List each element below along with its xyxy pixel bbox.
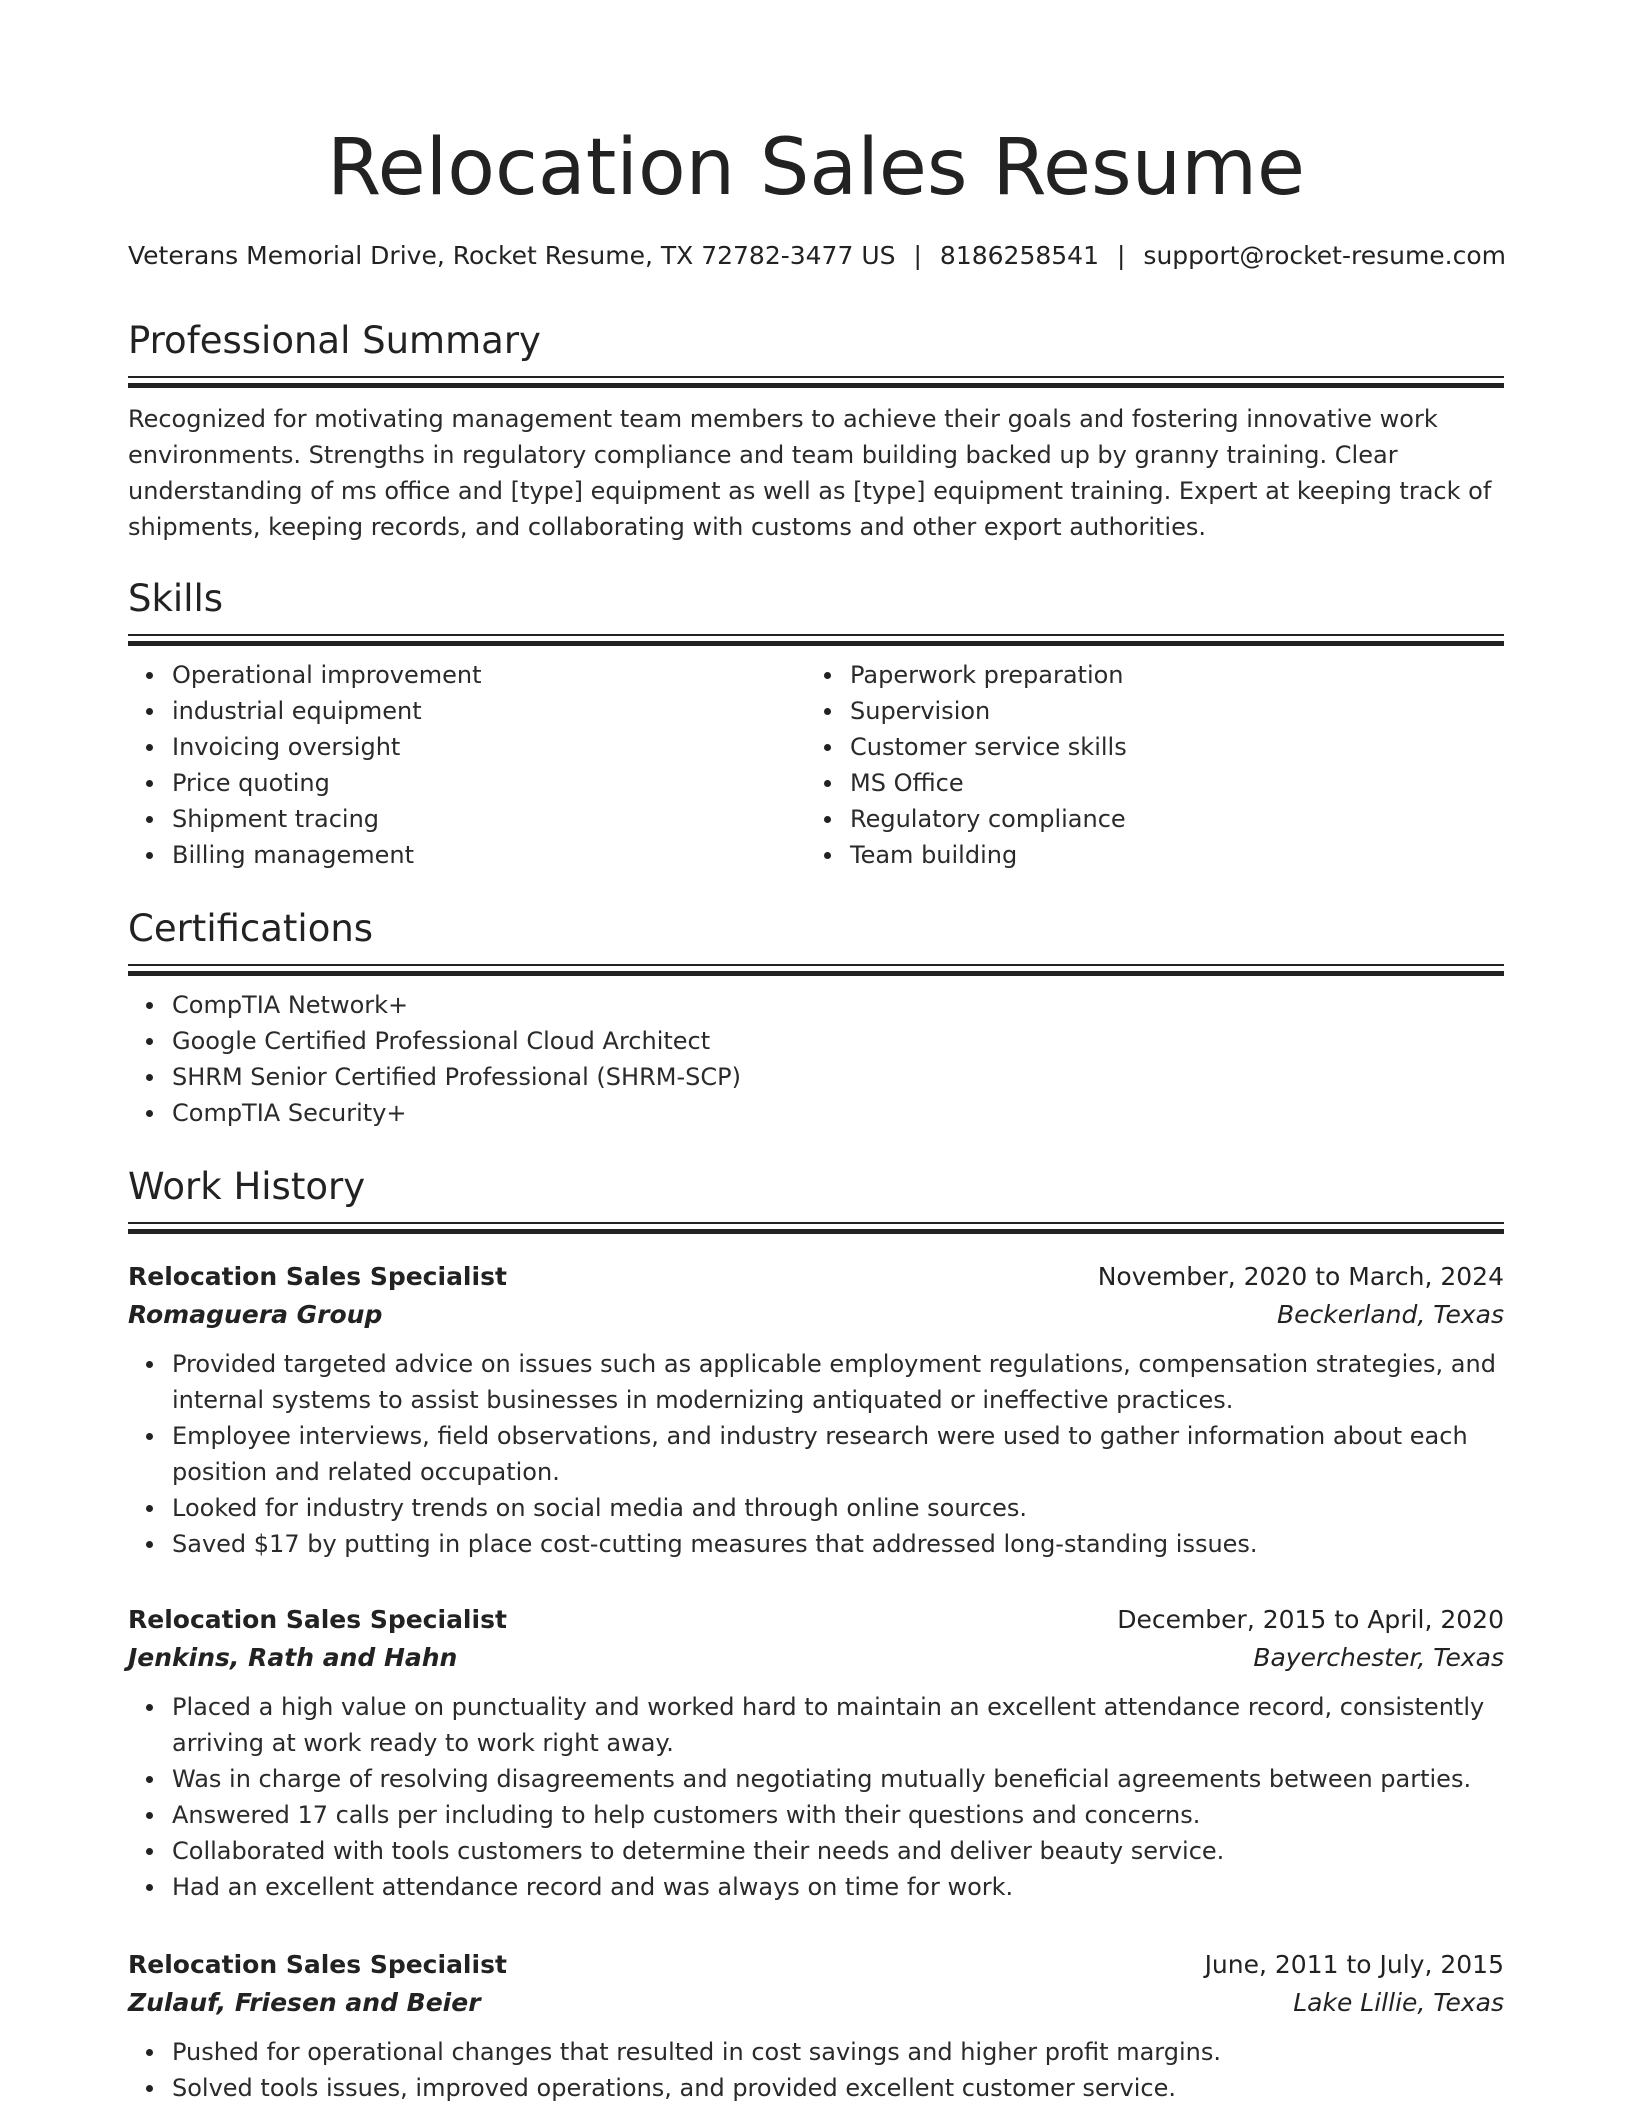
job-company: Zulauf, Friesen and Beier xyxy=(128,1988,481,2017)
certification-item: SHRM Senior Certified Professional (SHRM-SCP) xyxy=(172,1059,1504,1095)
skill-item: Supervision xyxy=(850,693,1484,729)
job-bullet: Collaborated with tools customers to determine their needs and deliver beauty service. xyxy=(172,1833,1504,1869)
skill-item: Price quoting xyxy=(172,765,806,801)
job-bullet: Placed a high value on punctuality and worked hard to maintain an excellent attendance record, consistently arriving at work ready to work right away. xyxy=(172,1689,1504,1761)
job-location: Bayerchester, Texas xyxy=(1253,1643,1504,1672)
job-title: Relocation Sales Specialist xyxy=(128,1950,507,1979)
skill-item: Paperwork preparation xyxy=(850,657,1484,693)
section-skills xyxy=(128,574,1504,873)
job-company: Jenkins, Rath and Hahn xyxy=(128,1643,458,1672)
job-entry xyxy=(128,1601,1504,1905)
contact-line xyxy=(128,238,1507,274)
section-title-work: Work History xyxy=(128,1165,366,1208)
job-bullet: Answered 17 calls per including to help customers with their questions and concerns. xyxy=(172,1797,1504,1833)
skill-item: Operational improvement xyxy=(172,657,806,693)
section-title-certifications: Certifications xyxy=(128,907,374,950)
section-divider xyxy=(128,964,1504,975)
job-bullet: Saved $17 by putting in place cost-cutting measures that addressed long-standing issues. xyxy=(172,1526,1504,1562)
job-dates: June, 2011 to July, 2015 xyxy=(1204,1950,1504,1979)
job-entry xyxy=(128,1946,1504,2106)
resume-title: Relocation Sales Resume xyxy=(326,123,1306,213)
job-bullet: Provided targeted advice on issues such as applicable employment regulations, compensation strategies, and internal systems to assist businesses in modernizing antiquated or ineffective practices. xyxy=(172,1346,1504,1418)
job-location: Lake Lillie, Texas xyxy=(1293,1988,1504,2017)
job-title: Relocation Sales Specialist xyxy=(128,1605,507,1634)
section-work-history xyxy=(128,1162,1504,1233)
contact-separator: | xyxy=(1116,241,1126,270)
job-title: Relocation Sales Specialist xyxy=(128,1262,507,1291)
job-bullet: Employee interviews, field observations, and industry research were used to gather information about each position and related occupation. xyxy=(172,1418,1504,1490)
certification-item: CompTIA Security+ xyxy=(172,1095,1504,1131)
job-location: Beckerland, Texas xyxy=(1277,1300,1504,1329)
job-entry xyxy=(128,1258,1504,1562)
skill-item: MS Office xyxy=(850,765,1484,801)
contact-email: support@rocket-resume.com xyxy=(1143,241,1507,270)
job-dates: November, 2020 to March, 2024 xyxy=(1097,1262,1504,1291)
skill-item: Regulatory compliance xyxy=(850,801,1484,837)
section-certifications xyxy=(128,904,1504,1131)
contact-address: Veterans Memorial Drive, Rocket Resume, TX 72782-3477 US xyxy=(128,241,896,270)
section-title-summary: Professional Summary xyxy=(128,319,541,362)
skill-item: Invoicing oversight xyxy=(172,729,806,765)
skill-item: Team building xyxy=(850,837,1484,873)
section-divider xyxy=(128,1222,1504,1233)
skills-column-right xyxy=(806,657,1484,873)
job-dates: December, 2015 to April, 2020 xyxy=(1117,1605,1504,1634)
contact-separator: | xyxy=(913,241,922,270)
section-divider xyxy=(128,376,1504,387)
job-bullet: Solved tools issues, improved operations, and provided excellent customer service. xyxy=(172,2070,1504,2106)
job-bullet: Had an excellent attendance record and was always on time for work. xyxy=(172,1869,1504,1905)
section-summary xyxy=(128,316,1504,545)
job-bullet: Looked for industry trends on social media and through online sources. xyxy=(172,1490,1504,1526)
summary-text: Recognized for motivating management team members to achieve their goals and fostering innovative work environments. Strengths in regulatory compliance and team building backed up by granny training. Clear understanding of ms office and [type] equipment as well as [type] equipment training. Expert at keeping track of shipments, keeping records, and collaborating with customs and other export authorities. xyxy=(128,405,1492,541)
skills-column-left xyxy=(128,657,806,873)
section-divider xyxy=(128,634,1504,645)
contact-phone: 8186258541 xyxy=(939,241,1099,270)
job-bullet: Pushed for operational changes that resulted in cost savings and higher profit margins. xyxy=(172,2034,1504,2070)
skill-item: Shipment tracing xyxy=(172,801,806,837)
skill-item: Customer service skills xyxy=(850,729,1484,765)
certification-item: CompTIA Network+ xyxy=(172,987,1504,1023)
certification-item: Google Certified Professional Cloud Architect xyxy=(172,1023,1504,1059)
job-company: Romaguera Group xyxy=(128,1300,383,1329)
skills-grid xyxy=(128,645,1504,873)
skill-item: industrial equipment xyxy=(172,693,806,729)
skill-item: Billing management xyxy=(172,837,806,873)
section-title-skills: Skills xyxy=(128,577,224,620)
job-bullet: Was in charge of resolving disagreements and negotiating mutually beneficial agreements between parties. xyxy=(172,1761,1504,1797)
